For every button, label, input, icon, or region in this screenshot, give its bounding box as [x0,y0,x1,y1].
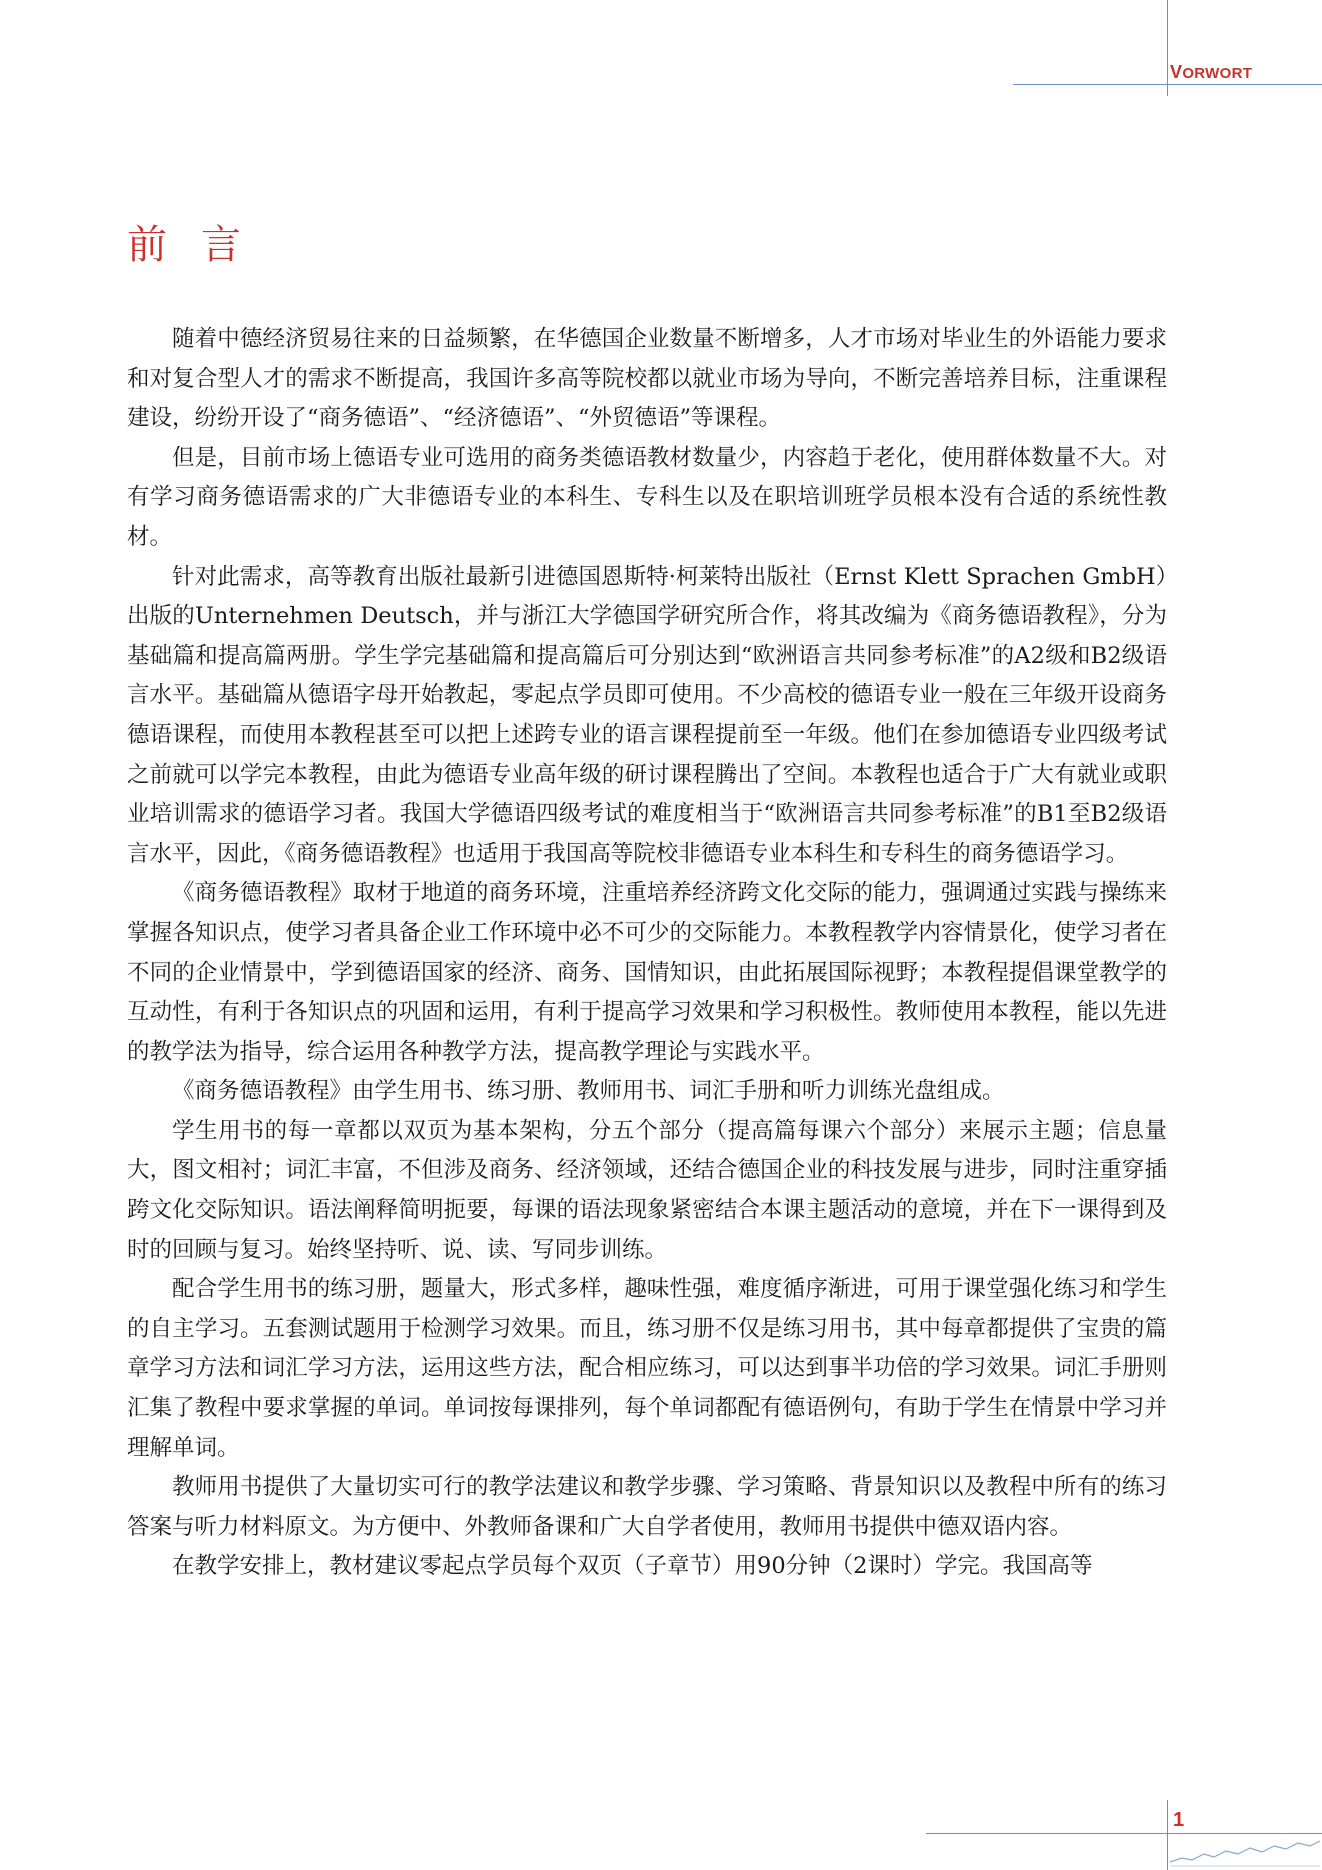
paragraph: 但是，目前市场上德语专业可选用的商务类德语教材数量少，内容趋于老化，使用群体数量不大。对有学习商务德语需求的广大非德语专业的本科生、专科生以及在职培训班学员根本没有合适的系统性教材。 [127,444,1167,550]
page-number: 1 [1173,1809,1185,1831]
paragraph: 《商务德语教程》由学生用书、练习册、教师用书、词汇手册和听力训练光盘组成。 [172,1078,1005,1105]
header-horizontal-rule [1013,84,1322,85]
paragraph: 学生用书的每一章都以双页为基本架构，分五个部分（提高篇每课六个部分）来展示主题；信息量大，图文相衬；词汇丰富，不但涉及商务、经济领域，还结合德国企业的科技发展与进步，同时注重穿插跨文化交际知识。语法阐释简明扼要，每课的语法现象紧密结合本课主题活动的意境，并在下一课得到及时的回顾与复习。始终坚持听、说、读、写同步训练。 [127,1117,1167,1263]
section-label [1170,62,1252,83]
footer-horizontal-rule [926,1833,1322,1834]
paragraph: 《商务德语教程》取材于地道的商务环境，注重培养经济跨文化交际的能力，强调通过实践与操练来掌握各知识点，使学习者具备企业工作环境中必不可少的交际能力。本教程教学内容情景化，使学习者在不同的企业情景中，学到德语国家的经济、商务、国情知识，由此拓展国际视野；本教程提倡课堂教学的互动性，有利于各知识点的巩固和运用，有利于提高学习效果和学习积极性。教师使用本教程，能以先进的教学法为指导，综合运用各种教学方法，提高教学理论与实践水平。 [127,880,1167,1065]
section-label-rest: ORWORT [1182,65,1253,82]
paragraph: 配合学生用书的练习册，题量大，形式多样，趣味性强，难度循序渐进，可用于课堂强化练习和学生的自主学习。五套测试题用于检测学习效果。而且，练习册不仅是练习用书，其中每章都提供了宝贵的篇章学习方法和词汇学习方法，运用这些方法，配合相应练习，可以达到事半功倍的学习效果。词汇手册则汇集了教程中要求掌握的单词。单词按每课排列，每个单词都配有德语例句，有助于学生在情景中学习并理解单词。 [127,1276,1167,1461]
paragraph: 针对此需求，高等教育出版社最新引进德国恩斯特·柯莱特出版社（Ernst Klett Sprachen GmbH）出版的Unternehmen Deutsch，并与浙江大学德国学研究所合作，将其改编为《商务德语教程》，分为基础篇和提高篇两册。学生学完基础篇和提高篇后可分别达到“欧洲语言共同参考标准”的A2级和B2级语言水平。基础篇从德语字母开始教起，零起点学员即可使用。不少高校的德语专业一般在三年级开设商务德语课程，而使用本教程甚至可以把上述跨专业的语言课程提前至一年级。他们在参加德语专业四级考试之前就可以学完本教程，由此为德语专业高年级的研讨课程腾出了空间。本教程也适合于广大有就业或职业培训需求的德语学习者。我国大学德语四级考试的难度相当于“欧洲语言共同参考标准”的B1至B2级语言水平，因此，《商务德语教程》也适用于我国高等院校非德语专业本科生和专科生的商务德语学习。 [127,563,1167,867]
header-vertical-rule [1167,0,1168,96]
paragraph: 教师用书提供了大量切实可行的教学法建议和教学步骤、学习策略、背景知识以及教程中所有的练习答案与听力材料原文。为方便中、外教师备课和广大自学者使用，教师用书提供中德双语内容。 [127,1474,1167,1540]
footer-vertical-rule [1167,1800,1168,1870]
paragraph: 随着中德经济贸易往来的日益频繁，在华德国企业数量不断增多，人才市场对毕业生的外语能力要求和对复合型人才的需求不断提高，我国许多高等院校都以就业市场为导向，不断完善培养目标，注重课程建设，纷纷开设了“商务德语”、“经济德语”、“外贸德语”等课程。 [127,326,1167,432]
section-label-initial: V [1170,62,1183,82]
body-text [127,320,1167,1587]
decorative-line-graphic [1170,1838,1320,1868]
paragraph: 在教学安排上，教材建议零起点学员每个双页（子章节）用90分钟（2课时）学完。我国高等 [172,1553,1093,1580]
page-title: 前言 [127,221,275,268]
